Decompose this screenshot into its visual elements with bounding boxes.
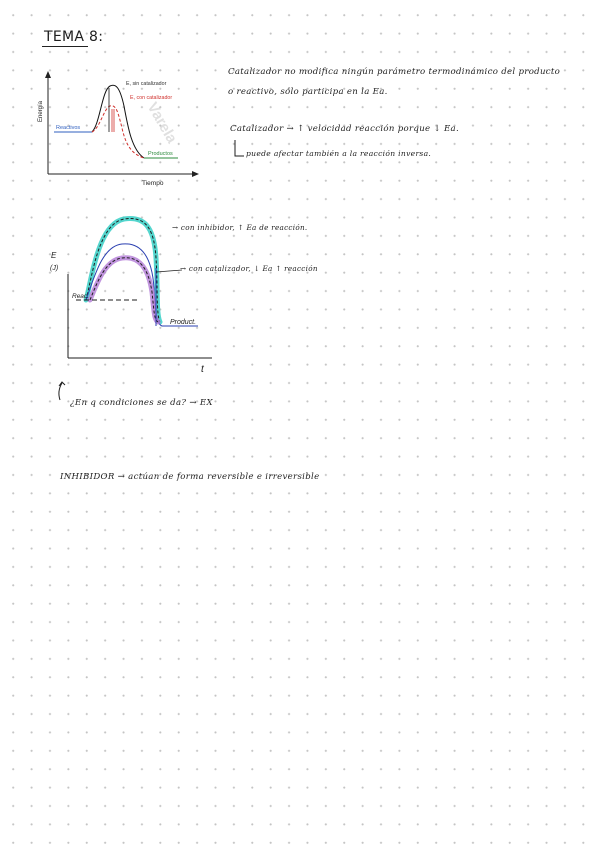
producto-label: Product. <box>170 319 197 326</box>
x-axis-label-2: t <box>201 364 204 375</box>
energy-diagram-catalyst <box>32 66 202 192</box>
note-line-4: puede afectar también a la reacción inversa. <box>246 149 432 158</box>
curve-sin-label: E, sin catalizador <box>126 81 167 87</box>
productos-label: Productos <box>148 151 173 157</box>
x-axis-label: Tiempo <box>142 180 164 187</box>
curve-catalizador-outline <box>90 258 158 322</box>
note-bracket <box>232 138 246 162</box>
watermark-text: Varela <box>143 99 181 147</box>
catalizador-curve-label: → con catalizador, ↓ Ea ↑ reacción <box>180 264 318 273</box>
y-axis-arrow <box>45 71 51 78</box>
note-line-3: Catalizador → ↑ velocidad reacción porque ↓ Ea. <box>230 124 460 134</box>
question-text: ¿En q condiciones se da? → EX <box>70 398 213 408</box>
curve-con-label: E, con catalizador <box>130 95 173 101</box>
inhibidor-curve-label: → con inhibidor, ↑ Ea de reacción. <box>172 223 308 232</box>
curve-normal <box>86 244 198 326</box>
note-line-1: Catalizador no modifica ningún parámetro termodinámico del producto <box>228 67 561 77</box>
note-line-2: o reactivo, sólo participa en la Ea. <box>228 87 388 97</box>
page-title: TEMA 8: <box>44 29 104 45</box>
inhibidor-note: INHIBIDOR → actúan de forma reversible e irreversible <box>60 472 320 482</box>
x-axis-arrow <box>192 171 199 177</box>
curve-catalizador <box>90 258 158 322</box>
reactivos-label: Reactivos <box>56 125 81 131</box>
reactivo-label: Reac. <box>72 293 89 300</box>
y-axis-unit-2: (J) <box>50 265 59 272</box>
y-axis-label-2: E <box>51 251 57 260</box>
title-underline <box>42 46 88 47</box>
catalizador-pointer <box>154 266 184 276</box>
question-arrow <box>56 380 68 402</box>
hand-energy-diagram <box>46 208 226 378</box>
y-axis-label: Energía <box>38 100 44 122</box>
